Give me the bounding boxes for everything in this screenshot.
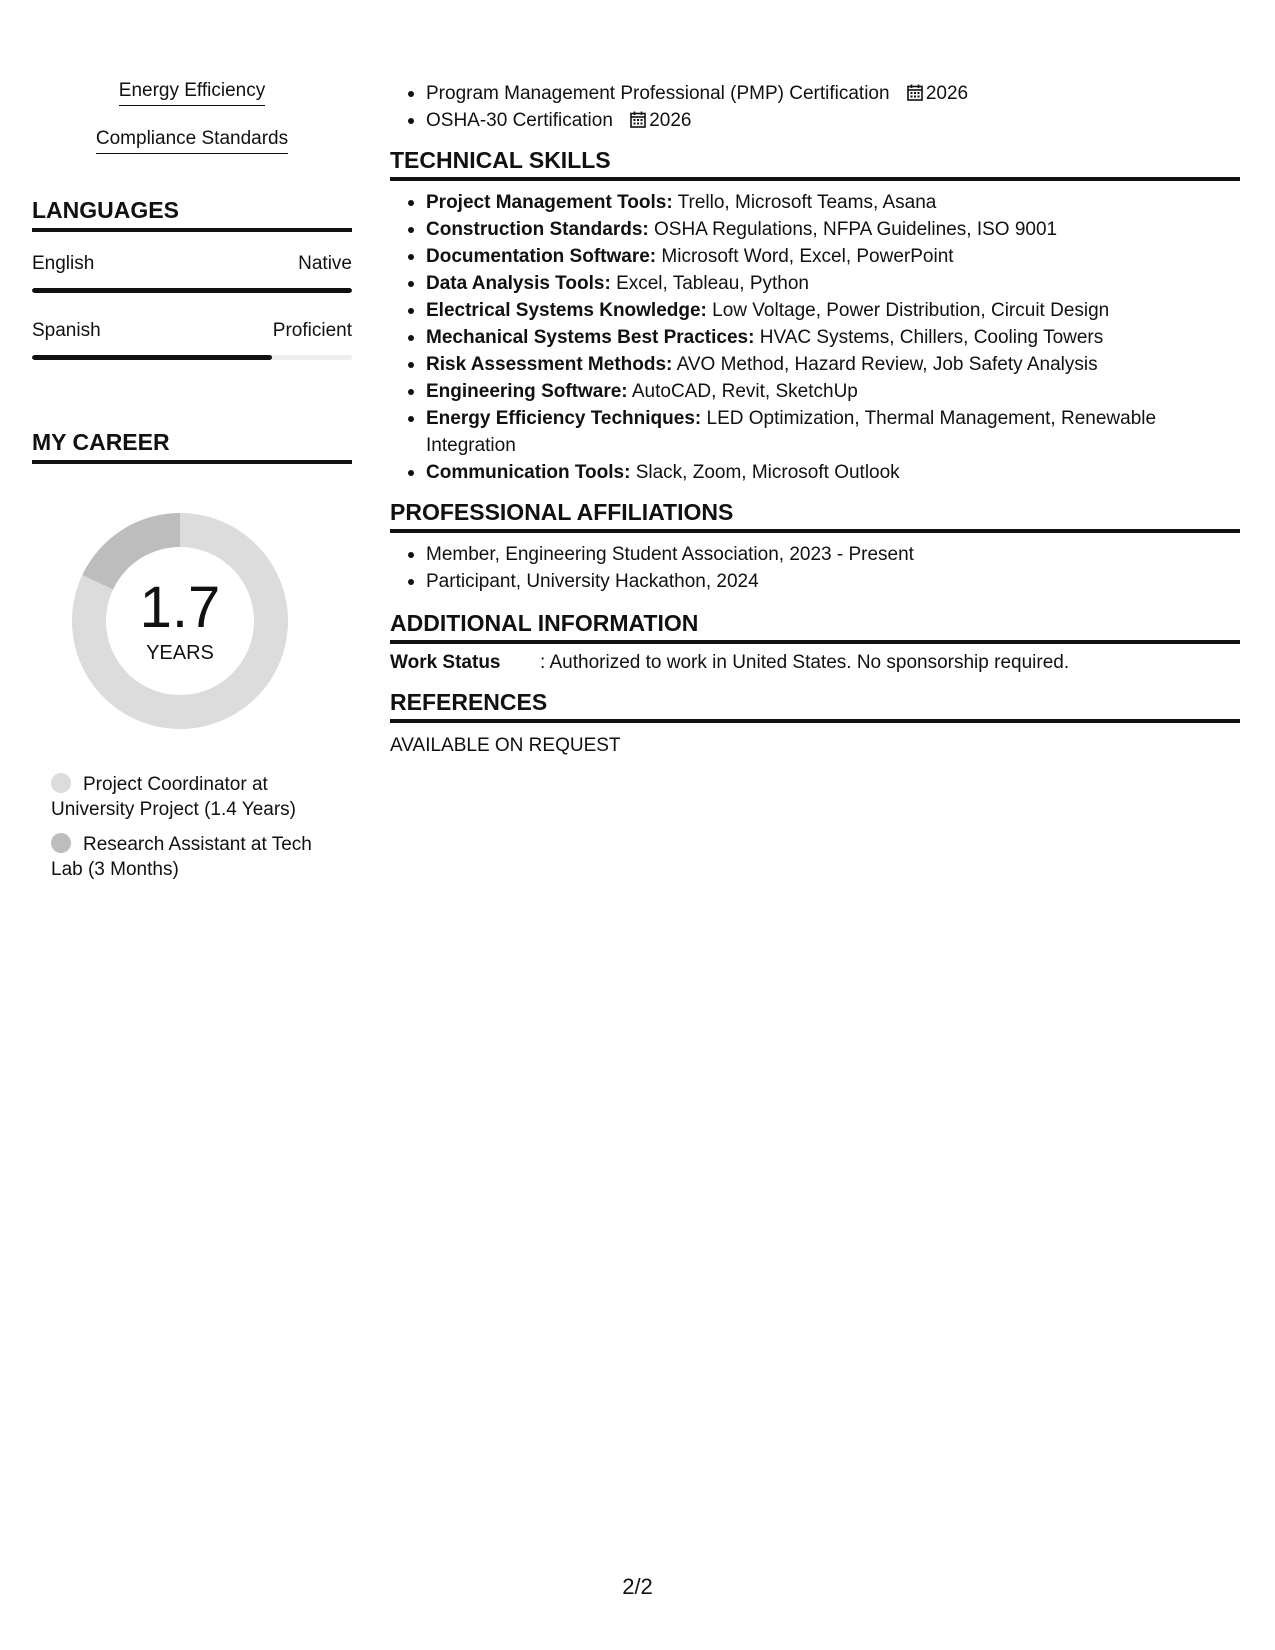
- right-column: [390, 80, 1240, 759]
- technical-skill-value: Trello, Microsoft Teams, Asana: [677, 192, 937, 213]
- certification-name: Program Management Professional (PMP) Certification: [426, 83, 890, 104]
- technical-skills-heading: TECHNICAL SKILLS: [390, 146, 1240, 181]
- career-legend-item: [51, 832, 341, 882]
- technical-skill-value: OSHA Regulations, NFPA Guidelines, ISO 9001: [654, 219, 1058, 240]
- technical-skill-item: [408, 189, 1240, 216]
- technical-skill-label: Risk Assessment Methods:: [426, 354, 673, 375]
- technical-skills-list: [408, 189, 1240, 486]
- affiliations-list: [408, 541, 1240, 595]
- references-heading: REFERENCES: [390, 688, 1240, 723]
- technical-skill-value: Slack, Zoom, Microsoft Outlook: [635, 462, 900, 483]
- technical-skill-label: Construction Standards:: [426, 219, 649, 240]
- language-proficiency-fill: [32, 355, 272, 360]
- calendar-icon: [630, 111, 646, 128]
- technical-skill-item: [408, 216, 1240, 243]
- affiliation-item: Member, Engineering Student Association, 2023 - Present: [408, 541, 1240, 568]
- language-proficiency-fill: [32, 288, 352, 293]
- technical-skill-item: [408, 351, 1240, 378]
- technical-skill-item: [408, 324, 1240, 351]
- technical-skill-item: [408, 459, 1240, 486]
- languages-heading: LANGUAGES: [32, 196, 352, 232]
- certification-item: [408, 80, 1240, 107]
- technical-skill-label: Communication Tools:: [426, 462, 631, 483]
- technical-skill-value: Low Voltage, Power Distribution, Circuit Design: [712, 300, 1110, 321]
- language-proficiency-bar: [32, 288, 352, 293]
- career-total-unit: YEARS: [146, 642, 214, 664]
- affiliation-item: Participant, University Hackathon, 2024: [408, 568, 1240, 595]
- technical-skill-value: Excel, Tableau, Python: [616, 273, 810, 294]
- references-text: AVAILABLE ON REQUEST: [390, 735, 621, 756]
- career-legend: [51, 772, 341, 882]
- career-entry-label: Research Assistant at Tech Lab (3 Months): [51, 834, 312, 880]
- legend-dot-icon: [51, 773, 71, 793]
- skill-tag-label: Energy Efficiency: [119, 80, 265, 106]
- skill-tag-compliance-standards: [32, 128, 352, 154]
- certification-year: 2026: [649, 110, 692, 131]
- technical-skill-value: AVO Method, Hazard Review, Job Safety Analysis: [676, 354, 1098, 375]
- language-level: Proficient: [272, 320, 352, 341]
- technical-skill-label: Data Analysis Tools:: [426, 273, 611, 294]
- affiliations-heading: PROFESSIONAL AFFILIATIONS: [390, 498, 1240, 533]
- technical-skill-value: HVAC Systems, Chillers, Cooling Towers: [759, 327, 1104, 348]
- language-item-spanish: [32, 319, 352, 360]
- career-legend-item: [51, 772, 341, 822]
- technical-skill-item: [408, 405, 1240, 459]
- technical-skill-label: Mechanical Systems Best Practices:: [426, 327, 755, 348]
- skill-tag-energy-efficiency: [32, 80, 352, 106]
- additional-information-heading: ADDITIONAL INFORMATION: [390, 609, 1240, 644]
- technical-skill-label: Electrical Systems Knowledge:: [426, 300, 707, 321]
- technical-skill-label: Documentation Software:: [426, 246, 657, 267]
- calendar-icon: [907, 84, 923, 101]
- certification-name: OSHA-30 Certification: [426, 110, 613, 131]
- technical-skill-item: [408, 297, 1240, 324]
- technical-skill-item: [408, 378, 1240, 405]
- career-entry-label: Project Coordinator at University Project (1.4 Years): [51, 774, 296, 820]
- language-name: English: [32, 253, 95, 274]
- technical-skill-value: Microsoft Word, Excel, PowerPoint: [661, 246, 954, 267]
- technical-skill-label: Energy Efficiency Techniques:: [426, 408, 702, 429]
- certification-item: [408, 107, 1240, 134]
- certification-year: 2026: [925, 83, 969, 104]
- technical-skill-label: Project Management Tools:: [426, 192, 673, 213]
- work-status-value: : Authorized to work in United States. No sponsorship required.: [540, 652, 1070, 673]
- language-proficiency-bar: [32, 355, 352, 360]
- technical-skill-label: Engineering Software:: [426, 381, 628, 402]
- language-level: Native: [298, 253, 352, 274]
- technical-skill-value: AutoCAD, Revit, SketchUp: [631, 381, 858, 402]
- career-heading: MY CAREER: [32, 428, 352, 464]
- certifications-list: [408, 80, 1240, 134]
- language-item-english: [32, 252, 352, 293]
- career-total-years: 1.7: [139, 575, 221, 640]
- skill-tag-label: Compliance Standards: [96, 128, 288, 154]
- page-number: 2/2: [622, 1574, 653, 1599]
- language-name: Spanish: [32, 320, 101, 341]
- technical-skill-value: LED Optimization, Thermal Management, Renewable Integration: [426, 408, 1157, 456]
- legend-dot-icon: [51, 833, 71, 853]
- technical-skill-item: [408, 243, 1240, 270]
- work-status-row: [390, 650, 1240, 676]
- career-donut-chart: [65, 506, 295, 736]
- work-status-label: Work Status: [390, 652, 501, 673]
- left-column: [32, 80, 352, 892]
- technical-skill-item: [408, 270, 1240, 297]
